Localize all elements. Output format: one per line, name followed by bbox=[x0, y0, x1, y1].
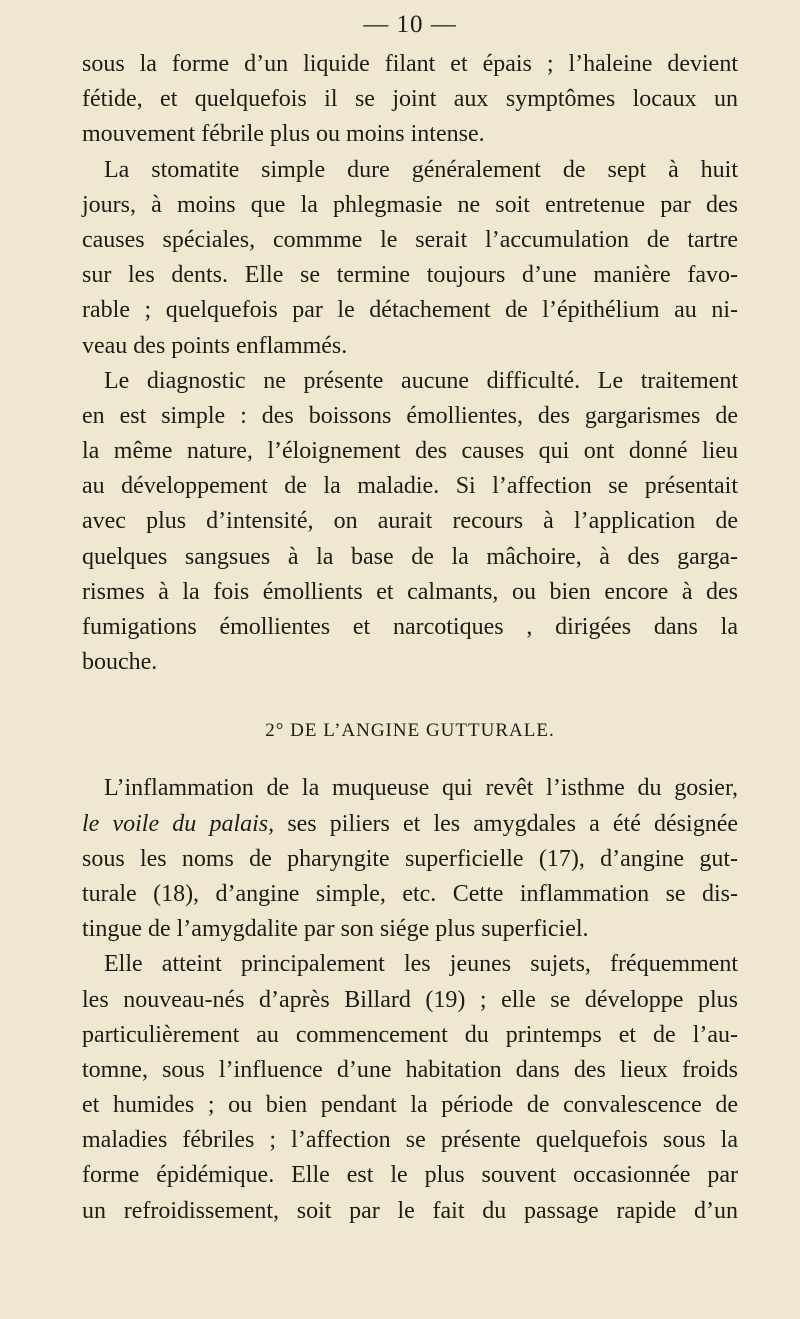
text-line: et humides ; ou bien pendant la période de convalescence de bbox=[82, 1092, 738, 1119]
text-line: causes spéciales, commme le serait l’accumulation de tartre bbox=[82, 226, 738, 253]
text-fragment: ses piliers et les amygdales a été désignée bbox=[287, 810, 738, 837]
text-line: turale (18), d’angine simple, etc. Cette inflammation se dis- bbox=[82, 880, 738, 907]
paragraph-3 bbox=[82, 364, 738, 681]
text-line: quelques sangsues à la base de la mâchoire, à des garga- bbox=[82, 543, 738, 570]
text-line: sur les dents. Elle se termine toujours d’une manière favo- bbox=[82, 262, 738, 289]
text-line: sous la forme d’un liquide filant et épais ; l’haleine devient bbox=[82, 51, 738, 77]
text-line: un refroidissement, soit par le fait du passage rapide d’un bbox=[82, 1197, 738, 1224]
text-line: jours, à moins que la phlegmasie ne soit entretenue par des bbox=[82, 191, 738, 218]
text-line: tomne, sous l’influence d’une habitation dans des lieux froids bbox=[82, 1056, 738, 1083]
text-line: rismes à la fois émollients et calmants, ou bien encore à des bbox=[82, 578, 738, 605]
paragraph-2 bbox=[82, 153, 738, 364]
text-line: rable ; quelquefois par le détachement de l’épithélium au ni- bbox=[82, 297, 738, 324]
text-line: L’inflammation de la muqueuse qui revêt l’isthme du gosier, bbox=[104, 775, 738, 802]
text-line: avec plus d’intensité, on aurait recours à l’application de bbox=[82, 508, 738, 535]
text-line: sous les noms de pharyngite superficielle (17), d’angine gut- bbox=[82, 845, 738, 872]
text-line: forme épidémique. Elle est le plus souvent occasionnée par bbox=[82, 1162, 738, 1189]
section-heading: 2° DE L’ANGINE GUTTURALE. bbox=[265, 720, 555, 742]
text-line: fumigations émollientes et narcotiques , dirigées dans la bbox=[82, 614, 738, 640]
text-line: La stomatite simple dure généralement de sept à huit bbox=[104, 156, 738, 183]
text-line: en est simple : des boissons émollientes, des gargarismes de bbox=[82, 402, 738, 429]
text-line: les nouveau-nés d’après Billard (19) ; elle se développe plus bbox=[82, 986, 738, 1013]
text-line: Le diagnostic ne présente aucune difficulté. Le traitement bbox=[104, 367, 738, 394]
text-line: bouche. bbox=[82, 649, 158, 676]
page-number: — 10 — bbox=[363, 11, 457, 38]
text-line: Elle atteint principalement les jeunes sujets, fréquemment bbox=[104, 951, 738, 978]
text-line: mouvement fébrile plus ou moins intense. bbox=[82, 121, 485, 148]
text-line: veau des points enflammés. bbox=[82, 332, 348, 359]
text-line: maladies fébriles ; l’affection se présente quelquefois sous la bbox=[82, 1127, 738, 1154]
section-paragraph-1 bbox=[82, 771, 738, 947]
section-paragraph-2 bbox=[82, 947, 738, 1229]
paragraph-1 bbox=[82, 47, 738, 153]
text-line bbox=[82, 807, 738, 842]
text-line: fétide, et quelquefois il se joint aux symptômes locaux un bbox=[82, 86, 738, 113]
text-line: la même nature, l’éloignement des causes qui ont donné lieu bbox=[82, 438, 738, 465]
text-line: particulièrement au commencement du printemps et de l’au- bbox=[82, 1021, 738, 1048]
italic-phrase: le voile du palais, bbox=[82, 810, 275, 837]
text-line: tingue de l’amygdalite par son siége plus superficiel. bbox=[82, 916, 589, 943]
text-line: au développement de la maladie. Si l’affection se présentait bbox=[82, 473, 738, 500]
